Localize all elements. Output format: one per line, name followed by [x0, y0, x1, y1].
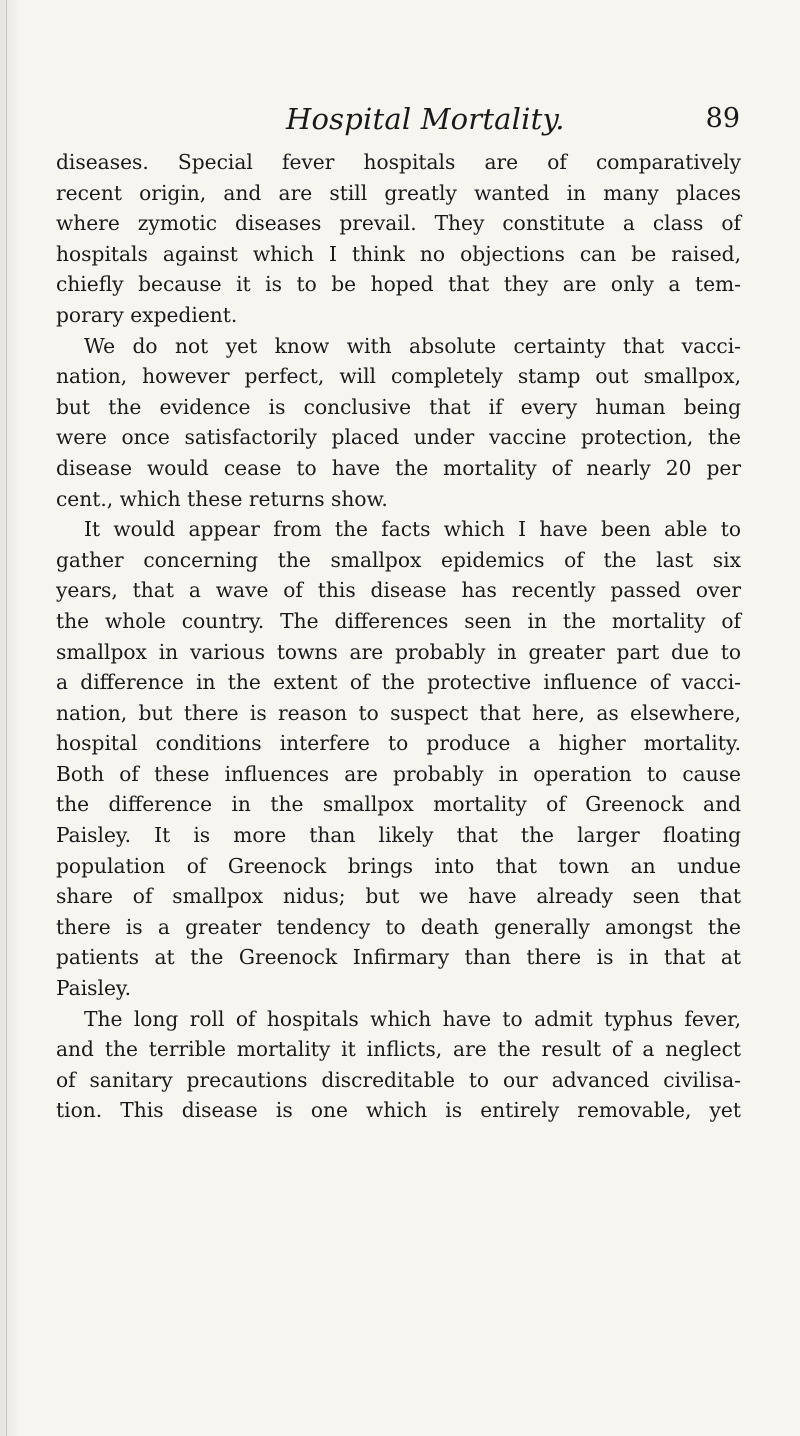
text-line: chiefly because it is to be hoped that they are only a tem- [56, 272, 741, 297]
text-line: recent origin, and are still greatly wanted in many places [56, 180, 741, 205]
text-line: patients at the Greenock Infirmary than there is in that at [56, 945, 741, 970]
text-line: and the terrible mortality it inflicts, are the result of a neglect [56, 1037, 741, 1062]
text-line: a difference in the extent of the protective influence of vacci- [56, 670, 741, 695]
text-line: the whole country. The differences seen in the mortality of [56, 608, 741, 633]
text-line: disease would cease to have the mortality of nearly 20 per [56, 455, 741, 480]
page-edge-line [6, 0, 7, 1436]
text-line: We do not yet know with absolute certainty that vacci- [84, 333, 741, 358]
page-edge-shadow [0, 0, 20, 1436]
text-line: tion. This disease is one which is entirely removable, yet [56, 1098, 741, 1123]
text-line: were once satisfactorily placed under vaccine protection, the [56, 425, 741, 450]
text-line: the difference in the smallpox mortality of Greenock and [56, 792, 741, 817]
text-line: It would appear from the facts which I have been able to [84, 517, 741, 542]
text-line: population of Greenock brings into that town an undue [56, 853, 741, 878]
text-line: where zymotic diseases prevail. They constitute a class of [56, 211, 741, 236]
text-line: diseases. Special fever hospitals are of comparatively [56, 150, 741, 174]
text-line: years, that a wave of this disease has recently passed over [56, 578, 741, 603]
text-line: cent., which these returns show. [56, 486, 388, 511]
text-line: share of smallpox nidus; but we have already seen that [56, 884, 741, 909]
page-number: 89 [705, 103, 740, 134]
running-head [0, 101, 800, 137]
text-line: gather concerning the smallpox epidemics of the last six [56, 547, 741, 572]
text-line: nation, but there is reason to suspect that here, as elsewhere, [56, 700, 741, 725]
text-line: porary expedient. [56, 302, 238, 327]
text-line: nation, however perfect, will completely stamp out smallpox, [56, 364, 741, 389]
text-line: smallpox in various towns are probably in greater part due to [56, 639, 741, 664]
text-line: but the evidence is conclusive that if every human being [56, 394, 741, 419]
text-line: of sanitary precautions discreditable to our advanced civilisa- [56, 1067, 741, 1092]
text-line: there is a greater tendency to death generally amongst the [56, 914, 741, 939]
text-line: Paisley. [56, 976, 132, 1001]
running-title: Hospital Mortality. [286, 102, 565, 136]
text-line: hospital conditions interfere to produce a higher mortality. [56, 731, 741, 756]
text-line: The long roll of hospitals which have to admit typhus fever, [84, 1006, 741, 1031]
text-line: hospitals against which I think no objections can be raised, [56, 241, 741, 266]
body-text [56, 147, 741, 1126]
text-line: Both of these influences are probably in operation to cause [56, 761, 741, 786]
text-line: Paisley. It is more than likely that the larger floating [56, 823, 741, 848]
